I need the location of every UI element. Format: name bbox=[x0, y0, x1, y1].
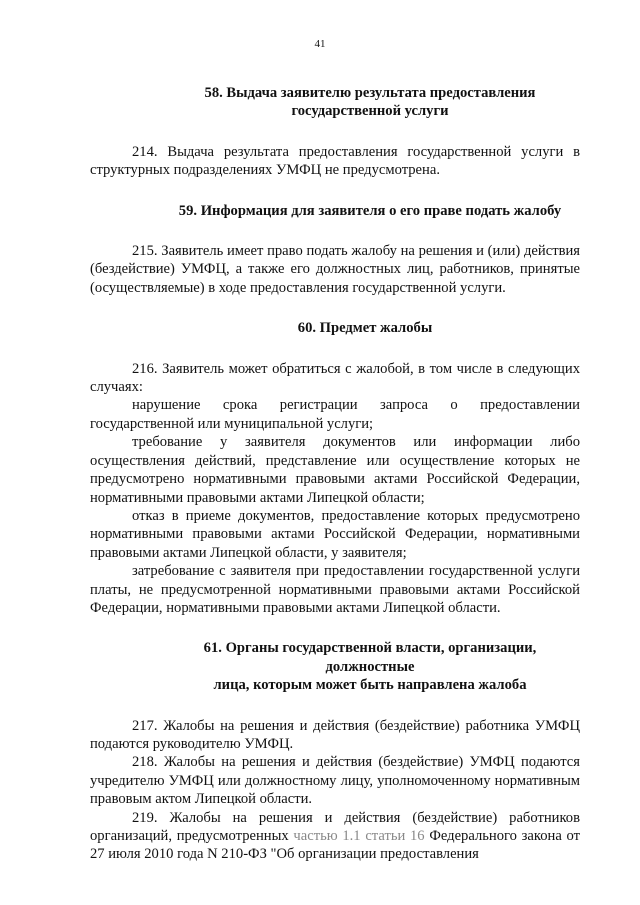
list-item: требование у заявителя документов или информации либо осуществления действий, представление или осуществление которых не предусмотрено нормативными правовыми актами Российской Федерации, нормативными правовыми актами Липецкой области; bbox=[90, 434, 580, 506]
paragraph-216: 216. Заявитель может обратиться с жалобой, в том числе в следующих случаях: bbox=[90, 360, 580, 396]
section-59 bbox=[90, 202, 580, 298]
section-heading bbox=[90, 639, 580, 694]
section-heading: 60. Предмет жалобы bbox=[297, 320, 433, 337]
document-body bbox=[90, 84, 580, 864]
paragraph-217: 217. Жалобы на решения и действия (бездействие) работника УМФЦ подаются руководителю УМФЦ. bbox=[90, 717, 580, 752]
paragraph-219-start: 219. Жалобы на решения и действия (бездействие) работников организаций, предусмотренных bbox=[90, 809, 580, 844]
page-number: 41 bbox=[314, 38, 326, 50]
heading-line: 58. Выдача заявителю результата предоставления bbox=[204, 85, 536, 101]
heading-line: лица, которым может быть направлена жалоба bbox=[213, 677, 527, 694]
heading-line: 61. Органы государственной власти, организации, должностные bbox=[203, 640, 537, 675]
paragraph-214: 214. Выдача результата предоставления государственной услуги в структурных подразделениях УМФЦ не предусмотрена. bbox=[90, 143, 580, 179]
list-item: нарушение срока регистрации запроса о предоставлении государственной или муниципальной услуги; bbox=[90, 397, 580, 432]
section-61 bbox=[90, 639, 580, 863]
heading-line: государственной услуги bbox=[291, 103, 449, 120]
paragraph-219-end: Федерального закона от 27 июля 2010 года N 210-ФЗ "Об организации предоставления bbox=[90, 828, 580, 863]
section-heading: 59. Информация для заявителя о его праве подать жалобу bbox=[178, 202, 562, 219]
paragraph-215: 215. Заявитель имеет право подать жалобу на решения и (или) действия (бездействие) УМФЦ, а также его должностных лиц, работников, принятые (осуществляемые) в ходе предоставления государственной услуги. bbox=[90, 243, 580, 296]
list-item: затребование с заявителя при предоставлении государственной услуги платы, не предусмотренной нормативными правовыми актами Российской Федерации, нормативными правовыми актами Липецкой области. bbox=[90, 563, 580, 616]
section-58 bbox=[90, 84, 580, 180]
section-60 bbox=[90, 319, 580, 617]
paragraph-219 bbox=[90, 809, 580, 864]
list-item: отказ в приеме документов, предоставление которых предусмотрено нормативными правовыми актами Российской Федерации, нормативными правовыми актами Липецкой области, у заявителя; bbox=[90, 507, 580, 561]
law-reference-link[interactable]: частью 1.1 статьи 16 bbox=[293, 828, 425, 844]
paragraph-218: 218. Жалобы на решения и действия (бездействие) УМФЦ подаются учредителю УМФЦ или должностному лицу, уполномоченному нормативным правовым актом Липецкой области. bbox=[90, 754, 580, 808]
section-heading bbox=[90, 84, 580, 121]
